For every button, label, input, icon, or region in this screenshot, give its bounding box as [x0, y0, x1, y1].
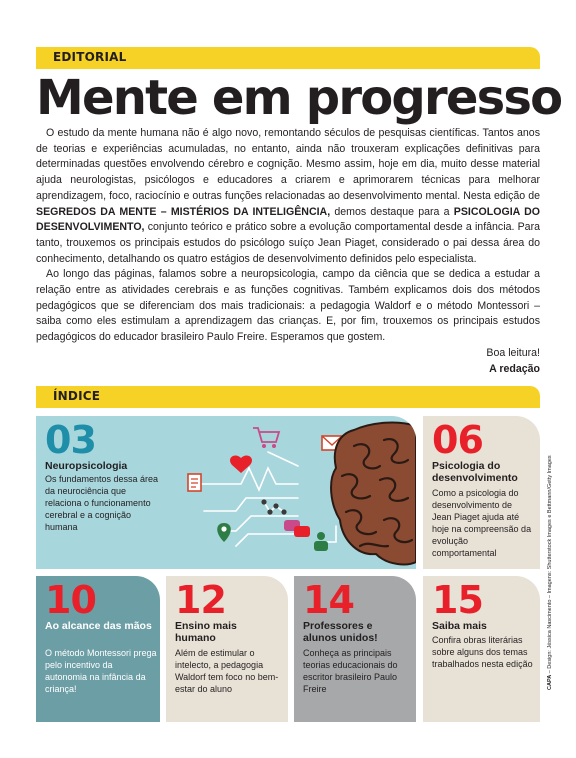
card-page-number: 12 — [175, 578, 226, 622]
brain-icon — [331, 423, 416, 565]
section-label: EDITORIAL — [53, 50, 127, 64]
paragraph-text: Ao longo das páginas, falamos sobre a neuropsicologia, campo da ciência que se dedica a estudar a relação entre as atividades cerebrais e as funções cognitivas. Também explicamos dois dos métodos pedagógicos que se diferenciam dos mais tradicionais: a pedagogia Waldorf e o método Montessori – saiba como eles estimulam a aprendizagem das crianças. E, por fim, trouxemos os principais estudos pedagógicos do educador brasileiro Paulo Freire. Esperamos que gostem. — [36, 268, 540, 344]
signature: A redação — [489, 363, 540, 375]
card-page-number: 06 — [432, 418, 483, 462]
person-icon — [314, 532, 328, 551]
image-credit — [547, 450, 554, 690]
index-card-neuropsicologia[interactable] — [36, 416, 416, 569]
paragraph-text: conjunto teórico e prático sobre a evolução comportamental desde a infância. Para tanto, trouxemos os principais estudos do psicólogo suíço Jean Piaget, considerado o pai dessa área do conhecimento, detalhando os quatro estágios de desenvolvimento definidos pelo especialista. — [36, 221, 540, 265]
card-description: O método Montessori prega pelo incentivo da autonomia na infância da criança! — [45, 648, 157, 694]
card-title: Neuropsicologia — [45, 460, 128, 472]
editorial-paragraph — [36, 267, 540, 346]
emphasis-text: PSICOLOGIA DO DESENVOLVIMENTO, — [36, 205, 541, 234]
molecule-icon — [261, 499, 286, 514]
card-page-number: 10 — [45, 578, 96, 622]
card-description: Confira obras literárias sobre alguns dos temas trabalhados nesta edição — [432, 635, 533, 669]
closing-line: Boa leitura! — [486, 347, 540, 359]
index-card-saiba-mais[interactable] — [423, 576, 540, 722]
headline: Mente em progresso — [36, 70, 562, 126]
card-title: Ao alcance das mãos — [45, 620, 152, 632]
card-page-number: 03 — [45, 418, 96, 462]
card-description: Os fundamentos dessa área da neurociência que relaciona o funcionamento cerebral e a cognição humana — [45, 474, 159, 532]
card-description: Além de estimular o intelecto, a pedagogia Waldorf tem foco no bem-estar do aluno — [175, 648, 279, 694]
card-page-number: 14 — [303, 578, 354, 622]
index-label: ÍNDICE — [53, 389, 101, 403]
card-title: Psicologia do desenvolvimento — [432, 460, 518, 484]
editorial-paragraph — [36, 126, 540, 267]
document-icon — [188, 474, 201, 491]
credit-text: – Design: Jéssica Nascimento – Imagens: Shutterstock Images e Bettmann/Getty Images — [547, 455, 553, 675]
card-description: Conheça as principais teorias educacionais do escritor brasileiro Paulo Freire — [303, 648, 398, 694]
editorial-body — [36, 126, 540, 346]
brain-network-illustration — [36, 416, 416, 569]
card-title: Saiba mais — [432, 620, 487, 632]
index-card-ensino-mais-humano[interactable] — [166, 576, 288, 722]
card-description: Como a psicologia do desenvolvimento de Jean Piaget ajuda até hoje na compreensão da evolução comportamental — [432, 488, 532, 558]
card-title: Ensino mais humano — [175, 620, 237, 644]
section-label-bar — [36, 47, 540, 69]
card-page-number: 15 — [432, 578, 483, 622]
card-title: Professores e alunos unidos! — [303, 620, 378, 644]
location-pin-icon — [217, 523, 231, 542]
credit-label: CAPA — [547, 674, 553, 690]
index-label-bar — [36, 386, 540, 408]
cart-icon — [253, 428, 279, 448]
index-card-ao-alcance-das-maos[interactable] — [36, 576, 160, 722]
index-card-professores-e-alunos-unidos[interactable] — [294, 576, 416, 722]
paragraph-text: demos destaque para a — [330, 205, 454, 218]
emphasis-text: SEGREDOS DA MENTE – MISTÉRIOS DA INTELIGÊNCIA, — [36, 205, 331, 218]
paragraph-text: O estudo da mente humana não é algo novo, remontando séculos de pesquisas científicas. Tantos anos de teorias e experiências acumuladas, no entanto, ainda não trouxeram explicações definitivas para determinadas questões envolvendo cérebro e cognição. Mesmo assim, hoje em dia, muito desse material ajuda neurologistas, psicólogos e educadores a criarem e aprimorarem técnicas para melhorar aprendizagem, foco, raciocínio e outras funções relacionadas ao desenvolvimento mental. Nesta edição de — [36, 127, 540, 202]
index-card-psicologia-do-desenvolvimento[interactable] — [423, 416, 540, 569]
